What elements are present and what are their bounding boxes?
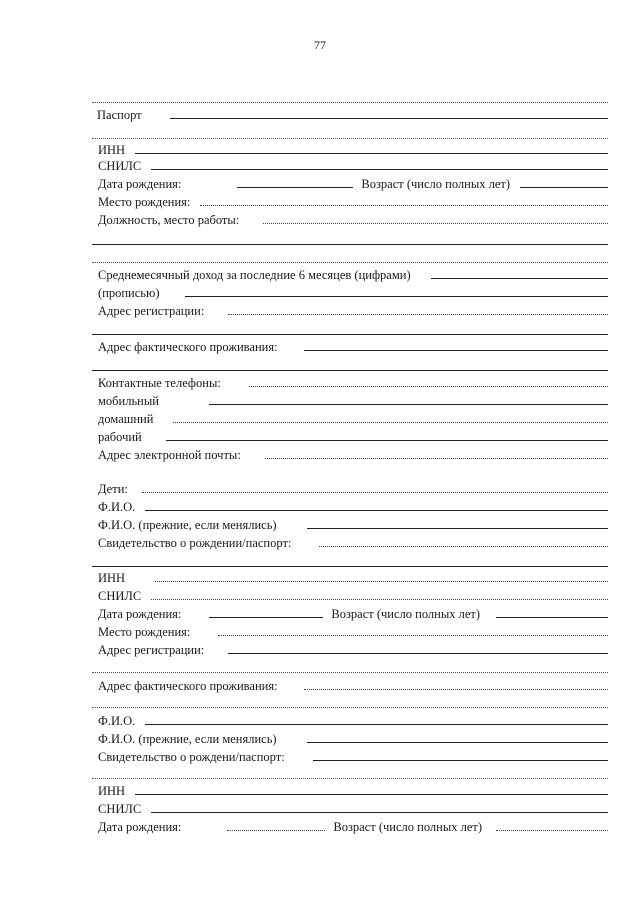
income-field[interactable] bbox=[431, 278, 608, 279]
page-number: 77 bbox=[314, 38, 326, 52]
registration-row bbox=[92, 300, 608, 318]
birth-date-field[interactable] bbox=[237, 187, 353, 188]
age-label: Возраст (число полных лет) bbox=[361, 177, 511, 191]
income-label: Среднемесячный доход за последние 6 месяцев (цифрами) bbox=[98, 268, 411, 282]
actual-address-row bbox=[92, 336, 608, 354]
child-snils-field[interactable] bbox=[151, 599, 608, 600]
birth-place-label: Место рождения: bbox=[98, 195, 191, 209]
position-field-line bbox=[92, 244, 608, 245]
home-phone-row bbox=[92, 408, 608, 426]
child2-certificate-field[interactable] bbox=[313, 760, 608, 761]
child2-age-field[interactable] bbox=[496, 830, 608, 831]
separator bbox=[92, 707, 608, 708]
child2-birth-date-field[interactable] bbox=[227, 830, 325, 831]
registration-label: Адрес регистрации: bbox=[98, 304, 205, 318]
inn-label: ИНН bbox=[98, 143, 126, 157]
birth-date-row bbox=[92, 173, 608, 191]
actual-address-field[interactable] bbox=[304, 350, 608, 351]
child-certificate-row bbox=[92, 532, 608, 550]
email-row bbox=[92, 444, 608, 462]
snils-row bbox=[92, 155, 608, 173]
passport-field[interactable] bbox=[170, 118, 608, 119]
contacts-field[interactable] bbox=[249, 386, 608, 387]
child-inn-row bbox=[92, 567, 608, 585]
contacts-row bbox=[92, 372, 608, 390]
child-actual-address-label: Адрес фактического проживания: bbox=[98, 679, 278, 693]
actual-address-field-line bbox=[92, 370, 608, 371]
child2-inn-row bbox=[92, 780, 608, 798]
child-fio-prev-field[interactable] bbox=[307, 528, 608, 529]
mobile-field[interactable] bbox=[209, 404, 608, 405]
registration-field[interactable] bbox=[228, 314, 608, 315]
child-actual-address-row bbox=[92, 675, 608, 693]
birth-place-field[interactable] bbox=[200, 205, 608, 206]
birth-date-label: Дата рождения: bbox=[98, 177, 182, 191]
child-fio-row bbox=[92, 496, 608, 514]
passport-label: Паспорт bbox=[97, 108, 142, 122]
children-field[interactable] bbox=[142, 492, 608, 493]
child2-snils-field[interactable] bbox=[151, 812, 608, 813]
child2-inn-label: ИНН bbox=[98, 784, 126, 798]
income-row bbox=[92, 264, 608, 282]
children-label: Дети: bbox=[98, 482, 128, 496]
child2-inn-field[interactable] bbox=[135, 794, 608, 795]
child-registration-row bbox=[92, 639, 608, 657]
work-phone-row bbox=[92, 426, 608, 444]
child-birth-date-field[interactable] bbox=[209, 617, 323, 618]
email-field[interactable] bbox=[265, 458, 608, 459]
child2-fio-field[interactable] bbox=[145, 724, 608, 725]
separator bbox=[92, 262, 608, 263]
contacts-label: Контактные телефоны: bbox=[98, 376, 221, 390]
birth-place-row bbox=[92, 191, 608, 209]
position-row bbox=[92, 209, 608, 227]
work-phone-field[interactable] bbox=[166, 440, 608, 441]
child-birth-place-label: Место рождения: bbox=[98, 625, 191, 639]
child2-certificate-label: Свидетельство о рождени/паспорт: bbox=[98, 750, 285, 764]
child-snils-row bbox=[92, 585, 608, 603]
position-label: Должность, место работы: bbox=[98, 213, 240, 227]
child-age-field[interactable] bbox=[496, 617, 608, 618]
questionnaire-form bbox=[92, 0, 608, 905]
child2-fio-prev-field[interactable] bbox=[307, 742, 608, 743]
position-field[interactable] bbox=[263, 223, 608, 224]
child2-age-label: Возраст (число полных лет) bbox=[333, 820, 483, 834]
children-row bbox=[92, 478, 608, 496]
child-birth-date-row bbox=[92, 603, 608, 621]
child2-snils-row bbox=[92, 798, 608, 816]
child-fio-field[interactable] bbox=[145, 510, 608, 511]
registration-field-line bbox=[92, 334, 608, 335]
work-phone-label: рабочий bbox=[98, 430, 142, 444]
child2-fio-prev-label: Ф.И.О. (прежние, если менялись) bbox=[98, 732, 277, 746]
child2-fio-label: Ф.И.О. bbox=[98, 714, 136, 728]
child-fio-prev-label: Ф.И.О. (прежние, если менялись) bbox=[98, 518, 277, 532]
snils-field[interactable] bbox=[151, 169, 608, 170]
child-fio-label: Ф.И.О. bbox=[98, 500, 136, 514]
child2-snils-label: СНИЛС bbox=[98, 802, 142, 816]
child-birth-place-field[interactable] bbox=[218, 635, 608, 636]
child-certificate-field[interactable] bbox=[319, 546, 608, 547]
child2-fio-prev-row bbox=[92, 728, 608, 746]
child2-birth-date-row bbox=[92, 816, 608, 834]
child2-certificate-row bbox=[92, 746, 608, 764]
passport-row bbox=[92, 104, 608, 122]
separator bbox=[92, 672, 608, 673]
email-label: Адрес электронной почты: bbox=[98, 448, 241, 462]
income-words-label: (прописью) bbox=[98, 286, 160, 300]
home-phone-label: домашний bbox=[98, 412, 154, 426]
child-registration-label: Адрес регистрации: bbox=[98, 643, 205, 657]
child-inn-field[interactable] bbox=[155, 581, 608, 582]
child-birth-date-label: Дата рождения: bbox=[98, 607, 182, 621]
child-inn-label: ИНН bbox=[98, 571, 126, 585]
child-certificate-label: Свидетельство о рождении/паспорт: bbox=[98, 536, 292, 550]
separator bbox=[92, 778, 608, 779]
child-birth-place-row bbox=[92, 621, 608, 639]
child-snils-label: СНИЛС bbox=[98, 589, 142, 603]
age-field[interactable] bbox=[520, 187, 608, 188]
inn-field[interactable] bbox=[135, 153, 608, 154]
child2-birth-date-label: Дата рождения: bbox=[98, 820, 182, 834]
home-phone-field[interactable] bbox=[173, 422, 608, 423]
child-age-label: Возраст (число полных лет) bbox=[331, 607, 481, 621]
child-registration-field[interactable] bbox=[228, 653, 608, 654]
income-words-row bbox=[92, 282, 608, 300]
mobile-row bbox=[92, 390, 608, 408]
child2-fio-row bbox=[92, 710, 608, 728]
actual-address-label: Адрес фактического проживания: bbox=[98, 340, 278, 354]
snils-label: СНИЛС bbox=[98, 159, 142, 173]
mobile-label: мобильный bbox=[98, 394, 159, 408]
child-fio-prev-row bbox=[92, 514, 608, 532]
separator bbox=[92, 102, 608, 103]
income-words-field[interactable] bbox=[185, 296, 608, 297]
child-actual-address-field[interactable] bbox=[304, 689, 608, 690]
